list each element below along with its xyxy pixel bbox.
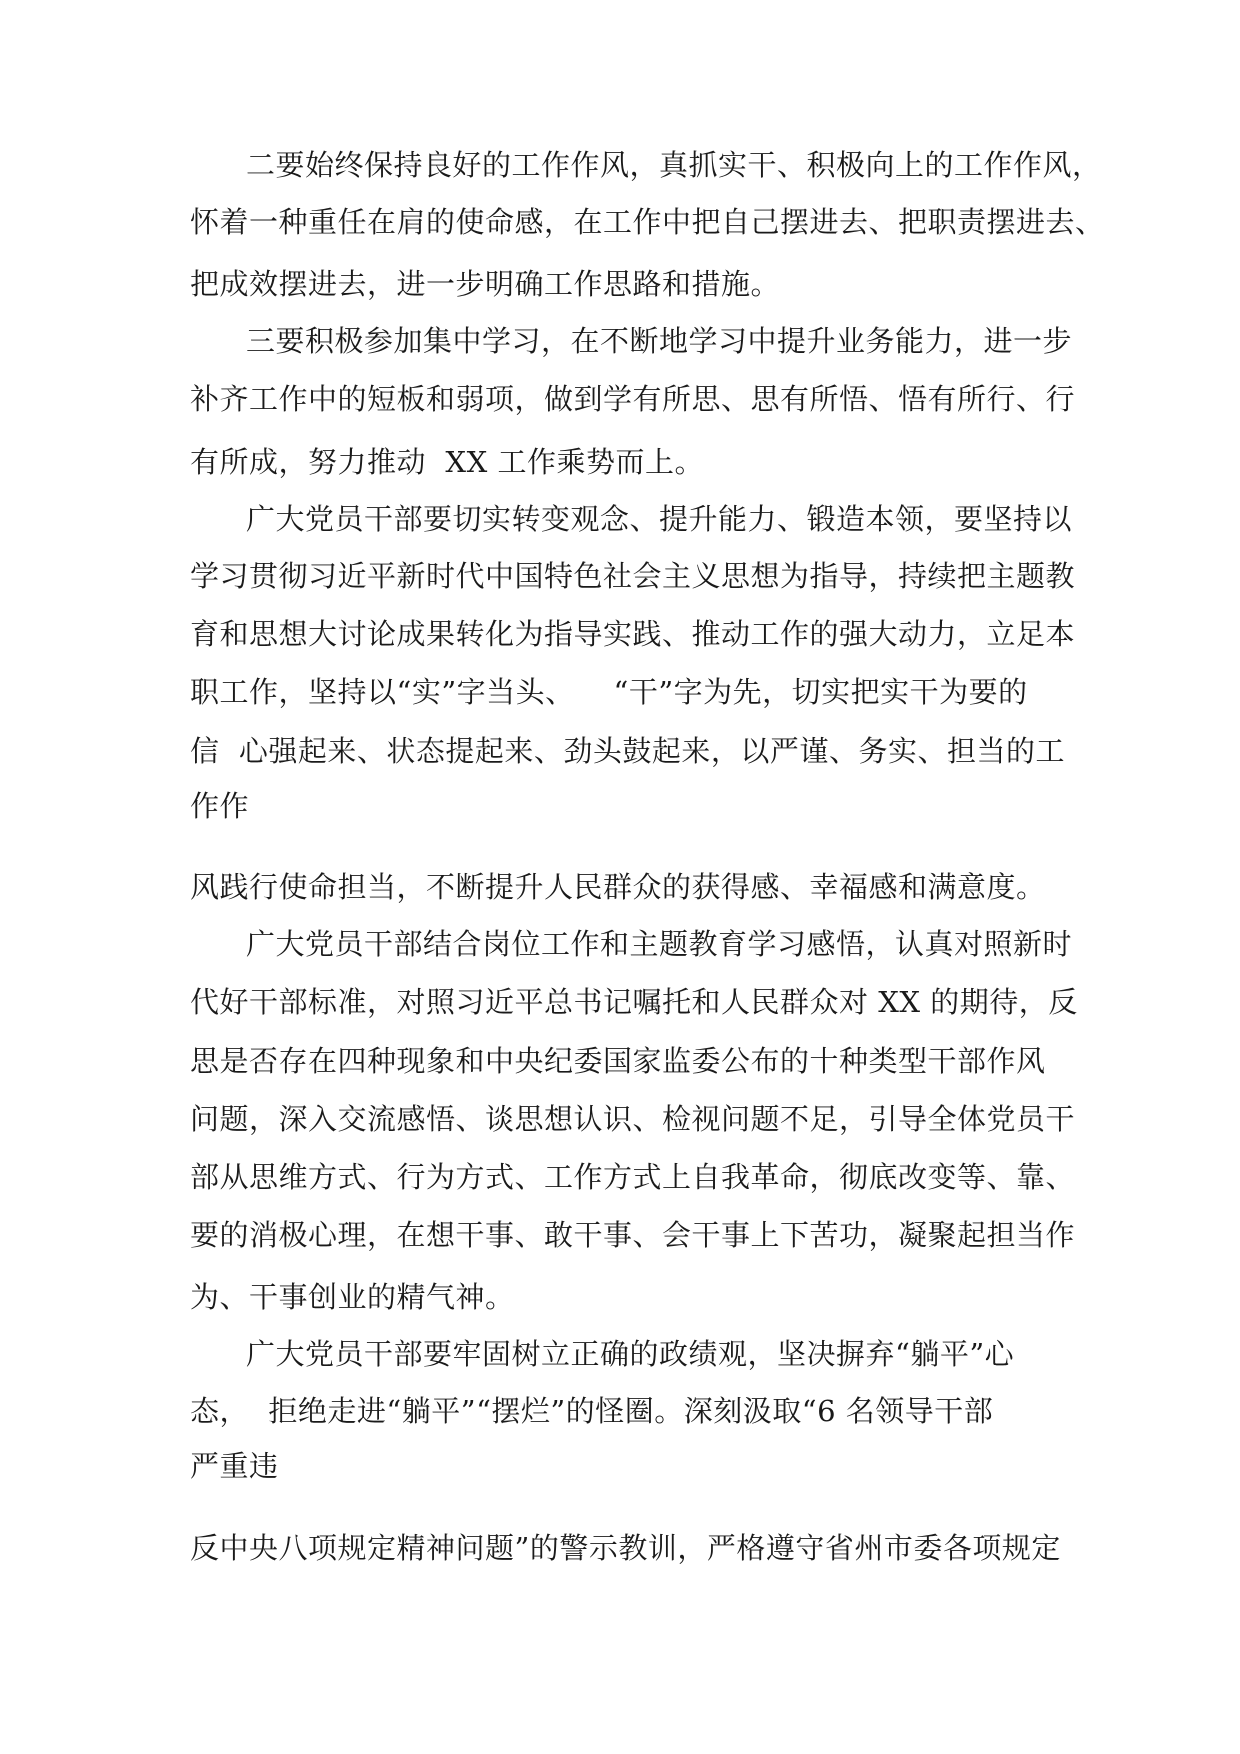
paragraph-3-line-6: 作作: [190, 789, 250, 823]
paragraph-5-line-1: 广大党员干部要牢固树立正确的政绩观，坚决摒弃“躺平”心: [246, 1337, 1015, 1371]
paragraph-1-line-3: 把成效摆进去，进一步明确工作思路和措施。: [190, 267, 781, 301]
paragraph-3-line-4: 职工作，坚持以“实”字当头、 “干”字为先，切实把实干为要的: [190, 675, 1028, 709]
paragraph-4-line-6: 要的消极心理，在想干事、敢干事、会干事上下苦功，凝聚起担当作: [190, 1218, 1076, 1252]
paragraph-3-line-2: 学习贯彻习近平新时代中国特色社会主义思想为指导，持续把主题教: [190, 559, 1076, 593]
paragraph-5-line-2: 态， 拒绝走进“躺平”“摆烂”的怪圈。深刻汲取“6 名领导干部: [190, 1394, 994, 1428]
paragraph-2-line-2: 补齐工作中的短板和弱项，做到学有所思、思有所悟、悟有所行、行: [190, 382, 1076, 416]
paragraph-4-line-5: 部从思维方式、行为方式、工作方式上自我革命，彻底改变等、靠、: [190, 1160, 1076, 1194]
paragraph-3-line-7: 风践行使命担当，不断提升人民群众的获得感、幸福感和满意度。: [190, 870, 1046, 904]
paragraph-4-line-3: 思是否存在四种现象和中央纪委国家监委公布的十种类型干部作风: [190, 1044, 1046, 1078]
paragraph-4-line-1: 广大党员干部结合岗位工作和主题教育学习感悟，认真对照新时: [246, 927, 1073, 961]
paragraph-3-line-1: 广大党员干部要切实转变观念、提升能力、锻造本领，要坚持以: [246, 502, 1073, 536]
paragraph-1-line-1: 二要始终保持良好的工作作风，真抓实干、积极向上的工作作风，: [246, 148, 1102, 182]
paragraph-3-line-5: 信 心强起来、状态提起来、劲头鼓起来，以严谨、务实、担当的工: [190, 734, 1065, 768]
paragraph-3-line-3: 育和思想大讨论成果转化为指导实践、推动工作的强大动力，立足本: [190, 617, 1076, 651]
paragraph-4-line-7: 为、干事创业的精气神。: [190, 1280, 515, 1314]
paragraph-5-line-4: 反中央八项规定精神问题”的警示教训，严格遵守省州市委各项规定: [190, 1531, 1061, 1565]
paragraph-1-line-2: 怀着一种重任在肩的使命感，在工作中把自己摆进去、把职责摆进去、: [190, 205, 1105, 239]
paragraph-2-line-3: 有所成，努力推动 XX 工作乘势而上。: [190, 445, 704, 479]
paragraph-4-line-4: 问题，深入交流感悟、谈思想认识、检视问题不足，引导全体党员干: [190, 1102, 1076, 1136]
paragraph-2-line-1: 三要积极参加集中学习，在不断地学习中提升业务能力，进一步: [246, 324, 1073, 358]
paragraph-4-line-2: 代好干部标准，对照习近平总书记嘱托和人民群众对 XX 的期待，反: [190, 985, 1078, 1019]
paragraph-5-line-3: 严重违: [190, 1449, 279, 1483]
